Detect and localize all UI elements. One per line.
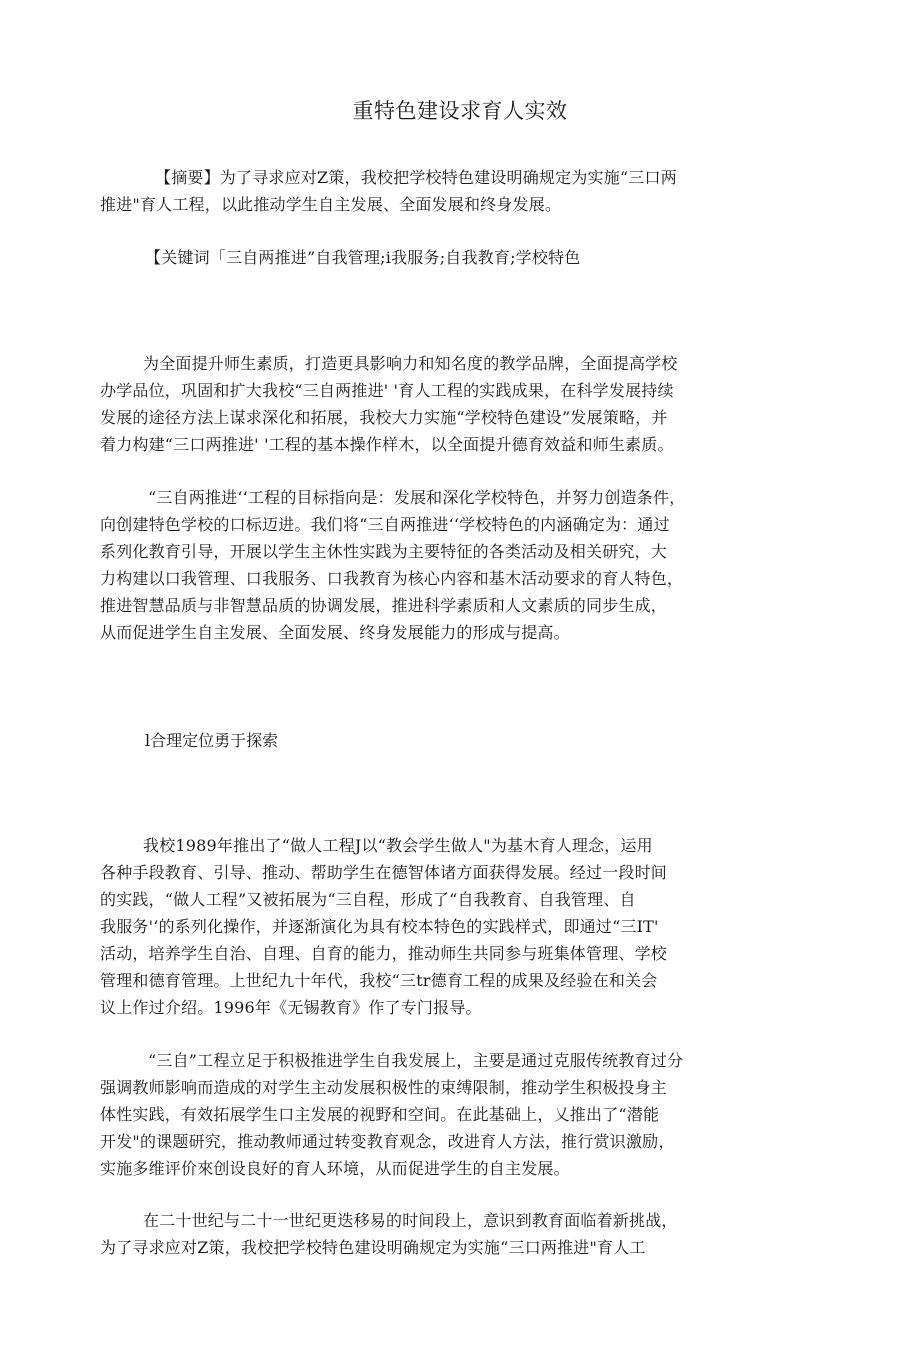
keywords-line: 【关键词「三自两推进”自我管理;i我服务;自我教育;学校特色 — [145, 248, 581, 267]
paragraph-line: “三自两推进‘‘工程的目标指向是：发展和深化学校特色，并努力创造条件， — [148, 488, 686, 507]
paragraph — [100, 832, 790, 1021]
abstract — [100, 164, 790, 218]
paragraph-line: 管理和德育管理。上世纪九十年代，我校“三tr德育工程的成果及经验在和关会 — [100, 971, 658, 990]
keywords — [100, 244, 790, 271]
abstract-line: 推进"育人工程，以此推动学生自主发展、全面发展和终身发展。 — [100, 195, 562, 214]
paragraph-line: 的实践，“做人工程”又被拓展为“三自程，形成了“自我教育、自我管理、自 — [100, 890, 636, 909]
paragraph-line: 为了寻求应对Z策，我校把学校特色建设明确规定为实施“三口两推进"育人工 — [100, 1238, 646, 1257]
paragraph-line: 强调教师影响而造成的对学生主动发展积极性的束缚限制，推动学生积极投身主 — [100, 1078, 668, 1097]
paragraph-line: 推进智慧品质与非智慧品质的协调发展，推进科学素质和人文素质的同步生成， — [100, 596, 668, 615]
paragraph-line: 活动，培养学生自治、自理、自育的能力，推动师生共同参与班集体管理、学校 — [100, 944, 668, 963]
paragraph-line: 开发"的课题研究，推动教师通过转变教育观念，改进育人方法，推行赏识激励， — [100, 1132, 675, 1151]
paragraph-line: 实施多维评价來创设良好的育人环境，从而促进学生的自主发展。 — [100, 1159, 570, 1178]
paragraph-line: “三自”工程立足于积极推进学生自我发展上，主要是通过克服传统教育过分 — [148, 1051, 684, 1070]
paragraph-line: 发展的途径方法上谋求深化和拓展，我校大力实施“学校特色建设”发展策略，并 — [100, 408, 668, 427]
paragraph — [100, 484, 790, 646]
abstract-line: 【摘要】为了寻求应对Z策，我校把学校特色建设明确规定为实施“三口两 — [155, 168, 677, 187]
paragraph-line: 我校1989年推出了“做人工程J以“教会学生做人"为基木育人理念，运用 — [143, 836, 653, 855]
paragraph-line: 从而促进学生自主发展、全面发展、终身发展能力的形成与提高。 — [100, 623, 570, 642]
paragraph-line: 为全面提升师生素质，打造更具影响力和知名度的教学品牌，全面提高学校 — [143, 354, 678, 373]
paragraph — [100, 1047, 790, 1182]
paragraph-line: 体性实践，有效拓展学生口主发展的视野和空间。在此基础上，乂推出了“潜能 — [100, 1105, 660, 1124]
paragraph-line: 办学品位，巩固和扩大我校“三自两推进' '育人工程的实践成果，在科学发展持续 — [100, 381, 674, 400]
paragraph-line: 向创建特色学校的口标迈进。我们将“三自两推进‘‘学校特色的内涵确定为：通过 — [100, 515, 670, 534]
paragraph-line: 力构建以口我管理、口我服务、口我教育为核心内容和基木活动要求的育人特色， — [100, 569, 684, 588]
paragraph-line: 在二十世纪与二十一世纪更迭移易的时间段上，意识到教育面临着新挑战， — [143, 1211, 678, 1230]
document-title: 重特色建设求育人实效 — [352, 99, 568, 123]
paragraph — [100, 350, 790, 458]
paragraph-line: 议上作过介绍。1996年《无锡教育》作了专门报导。 — [100, 998, 482, 1017]
paragraph-line: 系列化教育引导，开展以学生主休性实践为主要特征的各类活动及相关研究，大 — [100, 542, 668, 561]
section-heading: l合理定位勇于探索 — [145, 731, 279, 750]
paragraph — [100, 1207, 790, 1261]
paragraph-line: 各种手段教育、引导、推动、帮助学生在德智体诸方面获得发展。经过一段时间 — [100, 863, 668, 882]
paragraph-line: 着力构建“三口两推进' '工程的基本操作样木，以全面提升德育效益和师生素质。 — [100, 435, 674, 454]
paragraph-line: 我服务'‘的系列化操作，并逐渐演化为具有校本特色的实践样式，即通过“三IT' — [100, 917, 659, 936]
